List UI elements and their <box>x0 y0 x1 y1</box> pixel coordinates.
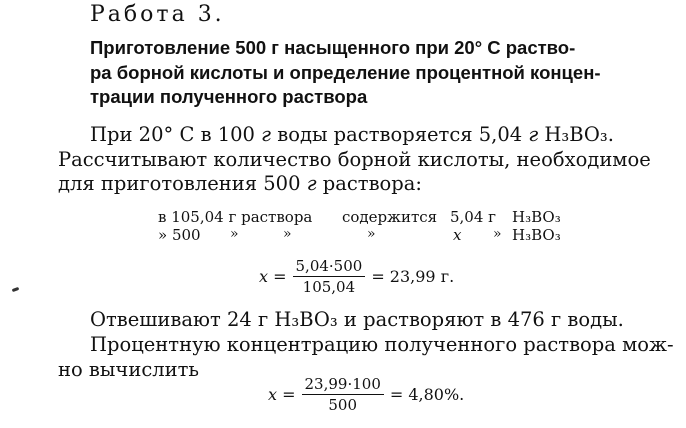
print-speck <box>12 287 20 292</box>
intro-text-b: воды растворяется 5,04 <box>271 123 529 146</box>
intro-line-1 <box>90 123 614 146</box>
intro-line-3 <box>58 172 422 195</box>
unknown-x: x <box>453 226 462 244</box>
ditto-mark: » <box>367 226 376 242</box>
intro-text-b: раствора: <box>316 172 422 195</box>
proportion-row1-mass: 5,04 г <box>450 208 497 226</box>
formula-lhs: x = <box>259 267 287 286</box>
proportion-row1-verb: содержится <box>342 208 438 226</box>
formula-rhs: = 23,99 г. <box>371 267 455 286</box>
body-line-2: Процентную концентрацию полученного раствора мож- <box>90 333 674 356</box>
body-line-1: Отвешивают 24 г H₃BO₃ и растворяют в 476 г воды. <box>90 308 624 331</box>
formula-mass-calculation <box>259 257 454 296</box>
proportion-row1-formula: H₃BO₃ <box>512 208 561 226</box>
proportion-row2-left: » 500 <box>158 226 201 244</box>
body-line-3: но вычислить <box>58 358 200 381</box>
proportion-row2-formula: H₃BO₃ <box>512 226 561 244</box>
work-heading: Работа 3. <box>90 2 225 27</box>
intro-text-a: При 20° С в 100 <box>90 123 262 146</box>
ditto-mark: » <box>493 226 502 242</box>
proportion-row1-left: в 105,04 г раствора <box>158 208 313 226</box>
fraction <box>293 257 366 296</box>
fraction-numerator: 23,99·100 <box>302 375 384 395</box>
formula-percent-calculation <box>268 375 464 414</box>
unit-gram: г <box>528 123 539 146</box>
formula-boric-acid: H₃BO₃. <box>538 123 614 146</box>
formula-lhs: x = <box>268 385 296 404</box>
title-line-1: Приготовление 500 г насыщенного при 20° С раство- <box>90 37 576 58</box>
ditto-mark: » <box>283 226 292 242</box>
title-line-3: трации полученного раствора <box>90 86 368 107</box>
fraction-denominator: 500 <box>328 396 357 414</box>
fraction-numerator: 5,04·500 <box>293 257 366 277</box>
formula-rhs: = 4,80%. <box>389 385 465 404</box>
fraction <box>302 375 384 414</box>
fraction-denominator: 105,04 <box>302 278 356 296</box>
ditto-mark: » <box>230 226 239 242</box>
intro-text-a: для приготовления 500 <box>58 172 307 195</box>
unit-gram: г <box>261 123 272 146</box>
unit-gram: г <box>306 172 317 195</box>
title-line-2: ра борной кислоты и определение процентной концен- <box>90 62 601 83</box>
intro-line-2: Рассчитывают количество борной кислоты, необходимое <box>58 148 651 171</box>
